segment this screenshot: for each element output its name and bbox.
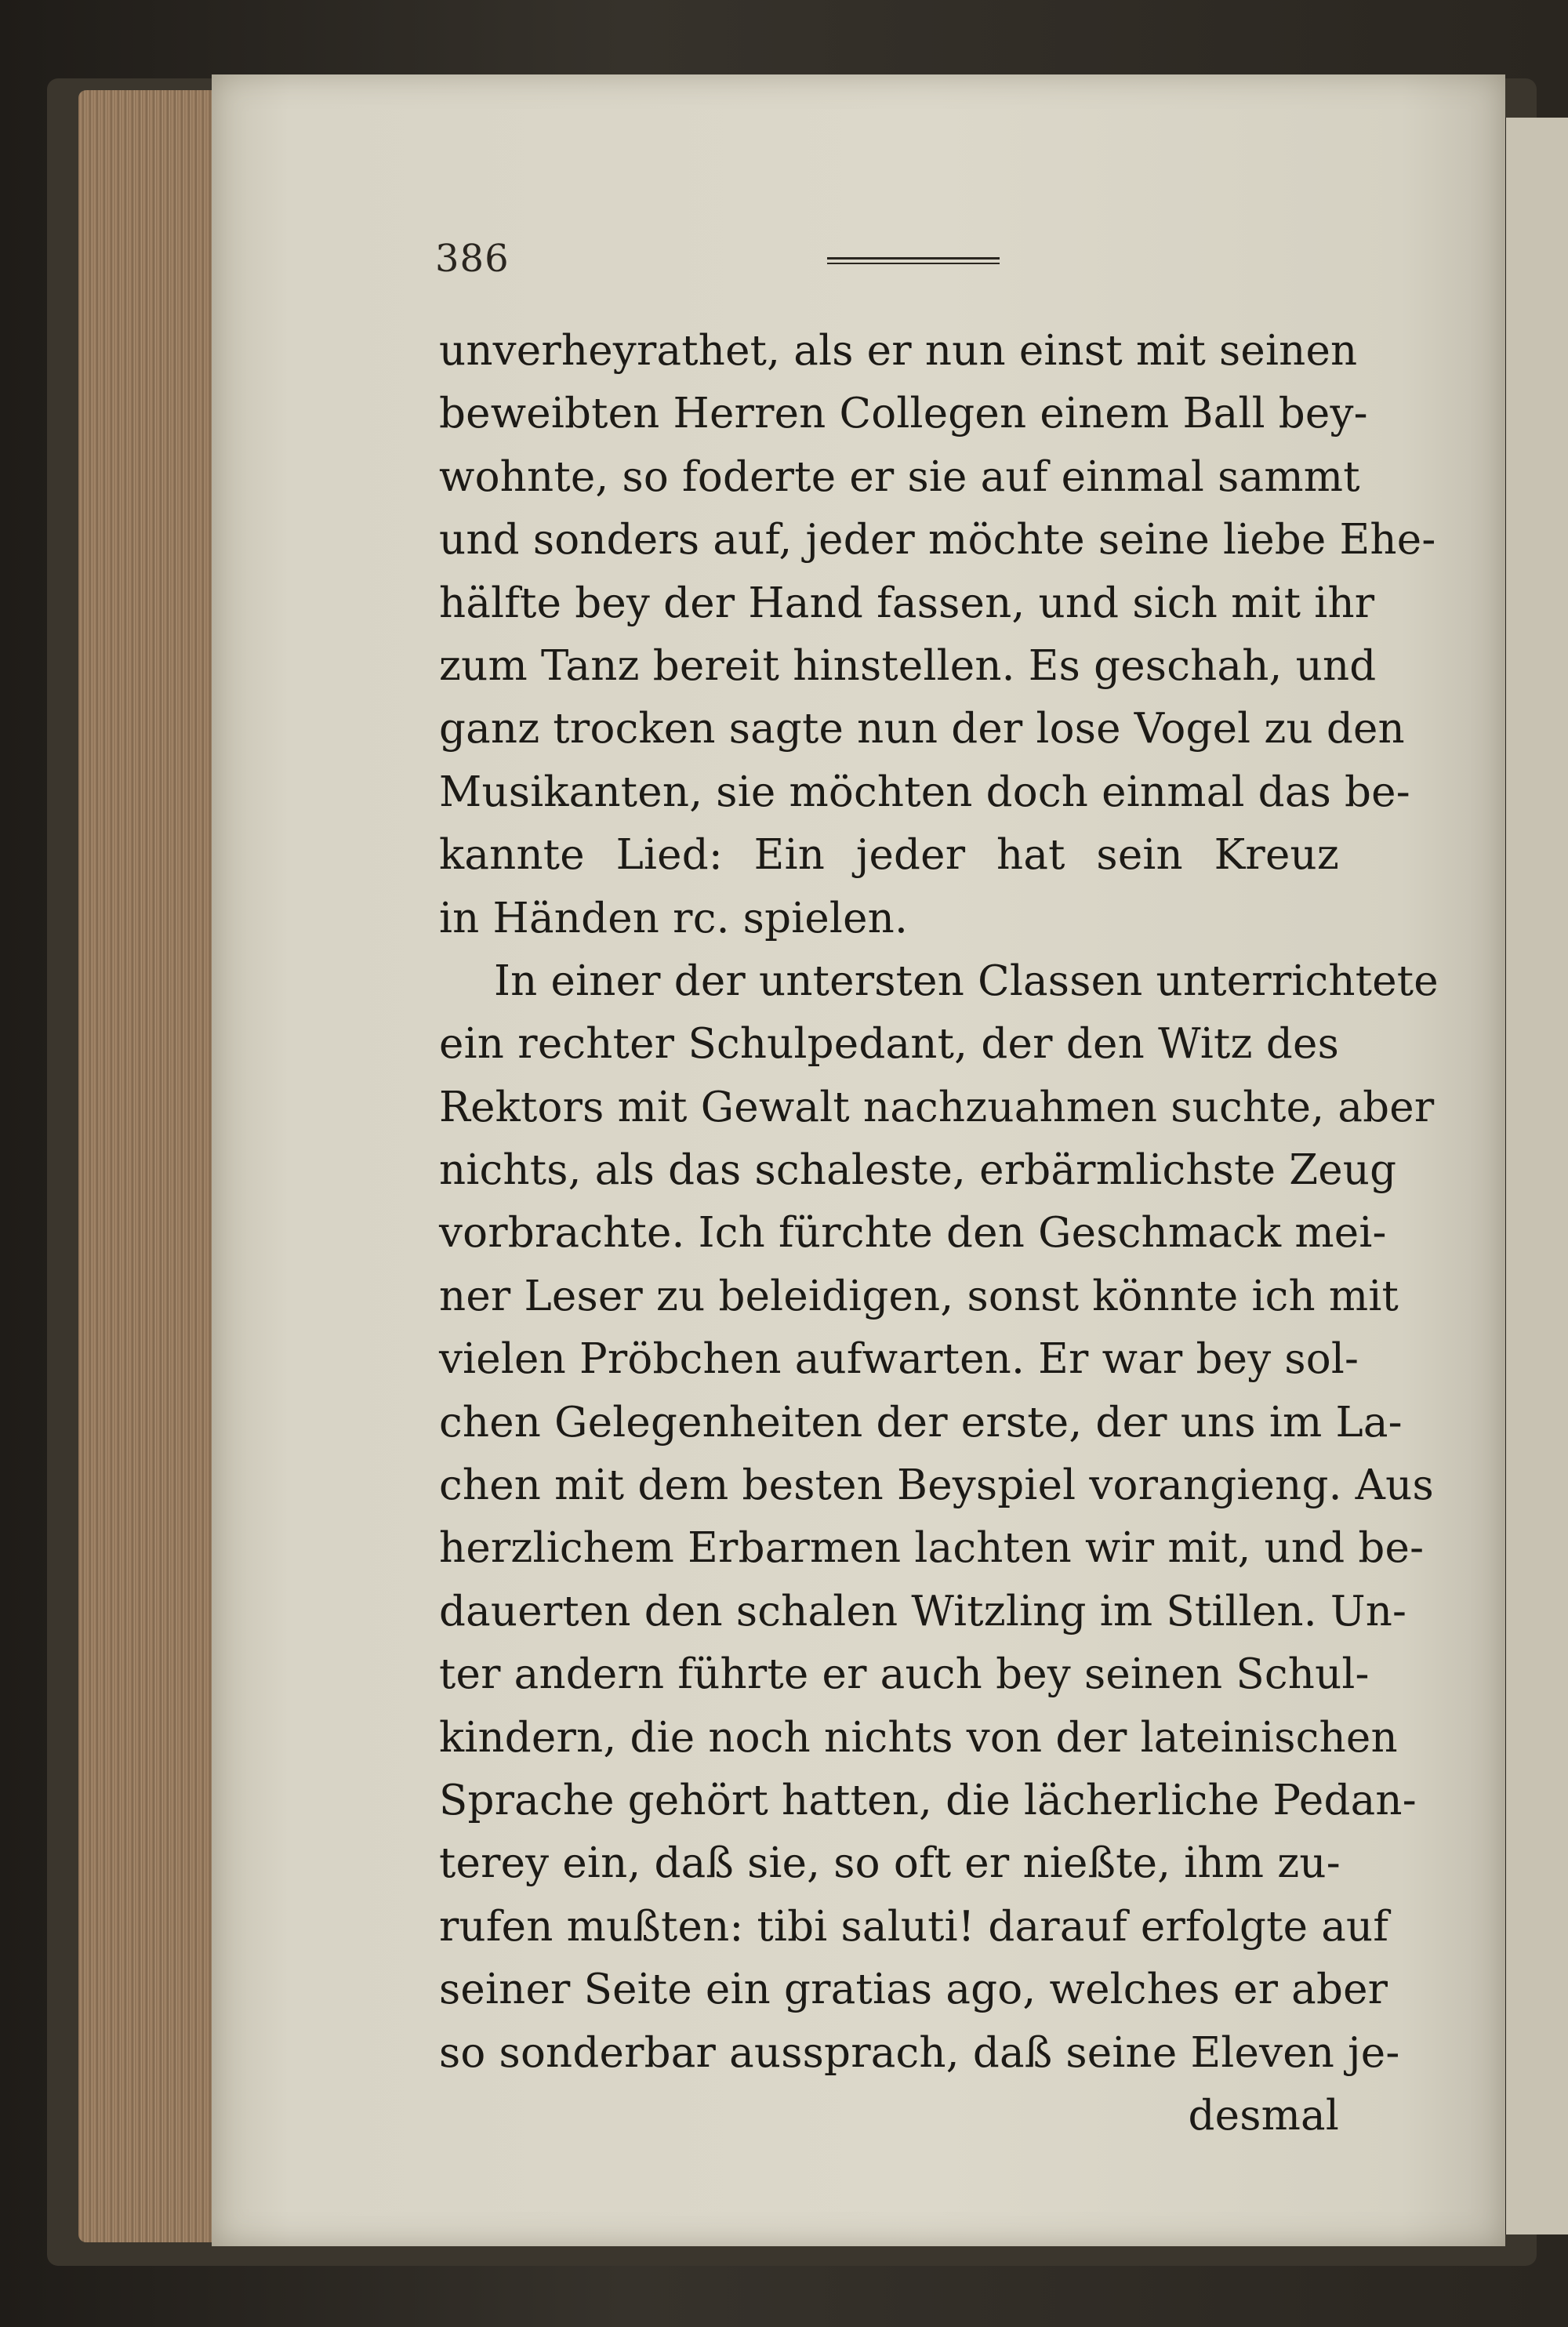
page-edges [78, 90, 220, 2242]
text-line: Musikanten, sie möchten doch einmal das be- [439, 768, 1410, 816]
text-line: zum Tanz bereit hinstellen. Es geschah, und [439, 641, 1377, 690]
text-line-paragraph-start: In einer der untersten Classen unterrichtete [494, 957, 1439, 1005]
text-line: so sonderbar aussprach, daß seine Eleven je- [439, 2028, 1400, 2077]
text-line: nichts, als das schaleste, erbärmlichste Zeug [439, 1146, 1397, 1195]
text-line: wohnte, so foderte er sie auf einmal sammt [439, 452, 1360, 501]
text-line: ner Leser zu beleidigen, sonst könnte ich mit [439, 1272, 1399, 1320]
text-line-paragraph-end: in Händen rc. spielen. [439, 894, 909, 942]
text-line: beweibten Herren Collegen einem Ball bey- [439, 390, 1368, 438]
page-number: 386 [435, 237, 510, 281]
body-text [439, 320, 1439, 2147]
catchword: desmal [1188, 2091, 1339, 2140]
text-line: terey ein, daß sie, so oft er nießte, ihm zu- [439, 1839, 1341, 1888]
text-line: rufen mußten: tibi saluti! darauf erfolgte auf [439, 1902, 1389, 1951]
text-line: ter andern führte er auch bey seinen Schul- [439, 1650, 1370, 1699]
text-line: chen mit dem besten Beyspiel vorangieng. Aus [439, 1461, 1434, 1510]
text-line: und sonders auf, jeder möchte seine liebe Ehe- [439, 516, 1436, 565]
text-line: Sprache gehört hatten, die lächerliche Pedan- [439, 1776, 1417, 1824]
facing-page-edge [1504, 118, 1568, 2234]
text-line: vielen Pröbchen aufwarten. Er war bey sol- [439, 1335, 1359, 1384]
text-line: chen Gelegenheiten der erste, der uns im La- [439, 1398, 1403, 1447]
text-line: unverheyrathet, als er nun einst mit seinen [439, 327, 1358, 375]
text-line: herzlichem Erbarmen lachten wir mit, und be- [439, 1524, 1425, 1573]
text-line: ganz trocken sagte nun der lose Vogel zu den [439, 705, 1405, 753]
header-ornament-rule [827, 257, 1000, 268]
text-line: kindern, die noch nichts von der lateinischen [439, 1713, 1398, 1762]
text-line: Rektors mit Gewalt nachzuahmen suchte, aber [439, 1083, 1435, 1131]
text-line: kannte Lied: Ein jeder hat sein Kreuz [439, 831, 1339, 880]
text-line: seiner Seite ein gratias ago, welches er aber [439, 1966, 1388, 2014]
text-line: dauerten den schalen Witzling im Stillen. Un- [439, 1587, 1407, 1635]
text-line: ein rechter Schulpedant, der den Witz des [439, 1020, 1339, 1069]
text-line: hälfte bey der Hand fassen, und sich mit ihr [439, 579, 1375, 627]
text-line: vorbrachte. Ich fürchte den Geschmack mei- [439, 1209, 1387, 1258]
